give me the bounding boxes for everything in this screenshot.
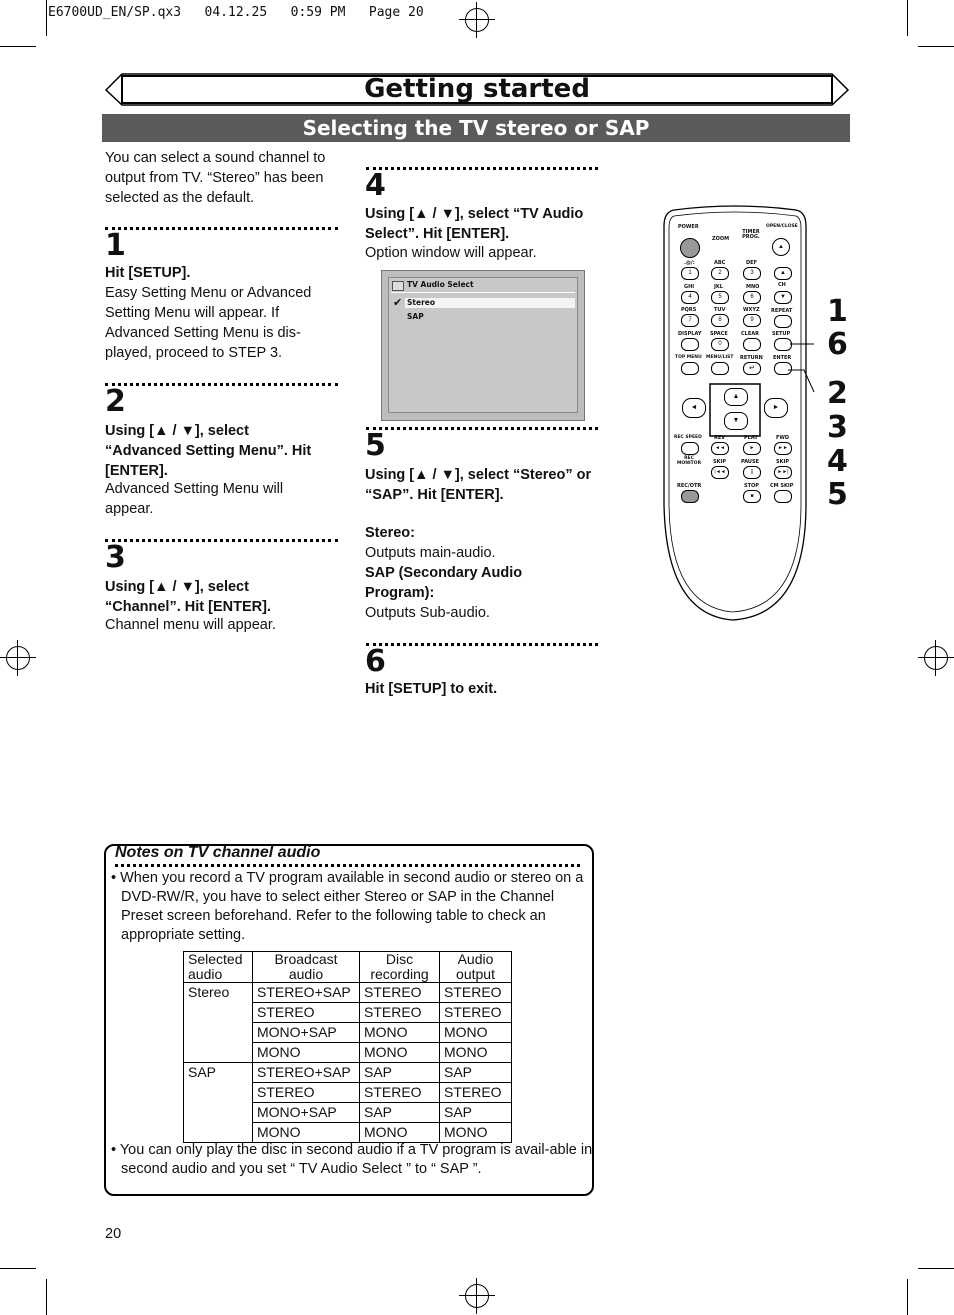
table-cell: MONO: [253, 1123, 360, 1143]
callout-step: 4: [827, 444, 848, 479]
display-button[interactable]: [681, 338, 699, 351]
table-cell: SAP: [440, 1103, 512, 1123]
column-header: Disc recording: [360, 952, 440, 983]
skip-label: SKIP: [776, 459, 790, 465]
stop-button[interactable]: ■: [743, 490, 761, 503]
notes-bullet: • You can only play the disc in second audio if a TV program is avail-able in second audio and you set “ TV Audio Select ” to “ SAP ”.: [111, 1142, 593, 1177]
callout-step: 2: [827, 376, 848, 411]
step-number: 4: [365, 168, 386, 203]
ch-down-button[interactable]: ▼: [774, 291, 792, 304]
key-label: JKL: [714, 284, 723, 290]
crop-mark: [0, 46, 36, 47]
key-label: ABC: [714, 260, 726, 266]
option-stereo[interactable]: Stereo: [407, 298, 436, 307]
repeat-button[interactable]: [774, 315, 792, 328]
key-9-button[interactable]: 9: [743, 314, 761, 327]
step-body: Advanced Setting Menu will appear.: [105, 481, 284, 517]
table-cell: MONO: [360, 1023, 440, 1043]
table-cell: STEREO: [360, 1083, 440, 1103]
page-title: Getting started: [364, 74, 590, 104]
step-number: 5: [365, 428, 386, 463]
nav-left-button[interactable]: ◄: [682, 398, 706, 418]
fwd-label: FWD: [776, 435, 790, 441]
section-title-banner: [104, 72, 850, 108]
table-cell: MONO: [360, 1123, 440, 1143]
step-number: 1: [105, 228, 126, 263]
step-heading: Hit [SETUP] to exit.: [365, 681, 498, 697]
power-button[interactable]: [680, 238, 700, 258]
key-label: WXYZ: [743, 307, 760, 313]
column-header: Selected audio: [184, 952, 253, 983]
registration-mark: [918, 640, 954, 676]
option-sap[interactable]: SAP: [407, 312, 424, 321]
menu-icon: [392, 281, 404, 291]
skip-forward-button[interactable]: ►►|: [774, 466, 792, 479]
display-label: DISPLAY: [678, 331, 702, 337]
menu-list-label: MENU/LIST: [706, 355, 734, 360]
check-icon: ✔: [393, 296, 403, 309]
skip-label: SKIP: [713, 459, 727, 465]
table-cell: STEREO: [360, 983, 440, 1003]
crop-mark: [46, 1279, 47, 1315]
key-label: GHI: [684, 284, 695, 290]
step-heading: Using [▲ / ▼], select “TV Audio Select”. Hit [ENTER].: [365, 206, 584, 242]
clear-label: CLEAR: [741, 331, 759, 337]
step-heading: Using [▲ / ▼], select “Stereo” or “SAP”. Hit [ENTER].: [365, 467, 592, 503]
step-number: 6: [365, 644, 386, 679]
table-cell: STEREO: [253, 1083, 360, 1103]
rev-label: REV: [714, 435, 726, 441]
step-number: 3: [105, 540, 126, 575]
key-8-button[interactable]: 8: [711, 314, 729, 327]
remote-control-illustration: [660, 204, 810, 624]
tv-audio-select-screen: [381, 270, 585, 421]
fwd-button[interactable]: ►►: [774, 442, 792, 455]
rec-otr-label: REC/OTR: [677, 483, 702, 489]
nav-down-button[interactable]: ▼: [724, 412, 748, 430]
notes-heading: Notes on TV channel audio: [115, 844, 321, 861]
page-number: 20: [105, 1226, 122, 1242]
group-cell: SAP: [184, 1063, 253, 1143]
intro-text: You can select a sound channel to output from TV. “Stereo” has been selected as the default.: [105, 150, 326, 206]
step-body: Easy Setting Menu or Advanced Setting Menu will appear. If Advanced Setting Menu is dis-played, proceed to STEP 3.: [105, 285, 312, 361]
rec-otr-button[interactable]: [681, 490, 699, 503]
screen-panel: [388, 277, 578, 413]
top-menu-label: TOP MENU: [675, 355, 702, 360]
crop-mark: [907, 0, 908, 36]
stop-label: STOP: [744, 483, 759, 489]
crop-mark: [918, 46, 954, 47]
callout-step: 5: [827, 477, 848, 512]
return-label: RETURN: [740, 355, 763, 361]
table-cell: STEREO: [253, 1003, 360, 1023]
key-7-button[interactable]: 7: [681, 314, 699, 327]
callout-step: 6: [827, 327, 848, 362]
table-cell: SAP: [360, 1063, 440, 1083]
setup-label: SETUP: [772, 331, 791, 337]
key-2-button[interactable]: 2: [711, 267, 729, 280]
key-label: PQRS: [681, 307, 697, 313]
registration-mark: [459, 1278, 495, 1314]
notes-divider: [115, 864, 580, 867]
step-divider: [366, 643, 598, 646]
crop-mark: [46, 0, 47, 36]
step-heading: Using [▲ / ▼], select “Advanced Setting Menu”. Hit [ENTER].: [105, 423, 312, 479]
table-cell: STEREO+SAP: [253, 983, 360, 1003]
notes-bullet: • When you record a TV program available in second audio or stereo on a DVD-RW/R, you have to select either Stereo or SAP in the Channel Preset screen beforehand. Refer to the following table to check an appropriate setting.: [111, 870, 584, 943]
screen-separator: [391, 292, 575, 293]
group-cell: Stereo: [184, 983, 253, 1063]
stereo-label: Stereo:: [365, 525, 415, 541]
key-4-button[interactable]: 4: [681, 291, 699, 304]
pause-label: PAUSE: [741, 459, 759, 465]
table-cell: MONO: [440, 1123, 512, 1143]
enter-label: ENTER: [773, 355, 792, 361]
ch-label: CH: [778, 282, 786, 288]
step-divider: [366, 167, 598, 170]
table-cell: STEREO: [440, 1003, 512, 1023]
rec-speed-label: REC SPEED: [674, 435, 702, 440]
callout-lines: [774, 336, 834, 396]
table-cell: MONO: [440, 1023, 512, 1043]
step-body: Option window will appear.: [365, 245, 537, 261]
rec-speed-button[interactable]: [681, 442, 699, 455]
return-button[interactable]: ↵: [743, 362, 761, 375]
table-cell: MONO+SAP: [253, 1023, 360, 1043]
nav-up-button[interactable]: ▲: [724, 388, 748, 406]
step-heading: Hit [SETUP].: [105, 265, 191, 281]
column-header: Broadcast audio: [253, 952, 360, 983]
space-label: SPACE: [710, 331, 728, 337]
key-6-button[interactable]: 6: [743, 291, 761, 304]
step-number: 2: [105, 384, 126, 419]
key-label: DEF: [746, 260, 757, 266]
key-label: TUV: [714, 307, 726, 313]
key-3-button[interactable]: 3: [743, 267, 761, 280]
crop-mark: [0, 1268, 36, 1269]
print-header: E6700UD_EN/SP.qx3 04.12.25 0:59 PM Page 20: [48, 5, 424, 20]
table-cell: STEREO: [440, 1083, 512, 1103]
table-cell: STEREO: [440, 983, 512, 1003]
column-header: Audio output: [440, 952, 512, 983]
ch-up-button[interactable]: ▲: [774, 267, 792, 280]
step-divider: [105, 383, 338, 386]
crop-mark: [918, 1268, 954, 1269]
key-label: .@/:: [684, 260, 695, 266]
cm-skip-label: CM SKIP: [770, 483, 794, 489]
table-cell: SAP: [440, 1063, 512, 1083]
play-label: PLAY: [744, 435, 758, 441]
repeat-label: REPEAT: [771, 308, 793, 314]
callout-step: 1: [827, 294, 848, 329]
stereo-desc: Outputs main-audio.: [365, 545, 496, 561]
nav-right-button[interactable]: ►: [764, 398, 788, 418]
step-body: Channel menu will appear.: [105, 617, 276, 633]
table-cell: MONO: [253, 1043, 360, 1063]
top-menu-button[interactable]: [681, 362, 699, 375]
rec-monitor-label: REC MONITOR: [676, 456, 702, 466]
table-row: [184, 983, 512, 1003]
sap-label: SAP (Secondary Audio Program):: [365, 565, 523, 601]
key-1-button[interactable]: 1: [681, 267, 699, 280]
key-label: MNO: [746, 284, 760, 290]
callout-step: 3: [827, 410, 848, 445]
rev-button[interactable]: ◄◄: [711, 442, 729, 455]
table-cell: MONO+SAP: [253, 1103, 360, 1123]
step-divider: [105, 539, 338, 542]
step-divider: [105, 227, 338, 230]
table-cell: MONO: [440, 1043, 512, 1063]
registration-mark: [0, 640, 36, 676]
table-cell: MONO: [360, 1043, 440, 1063]
clear-button[interactable]: [743, 338, 761, 351]
menu-list-button[interactable]: [711, 362, 729, 375]
play-button[interactable]: ►: [743, 442, 761, 455]
sap-desc: Outputs Sub-audio.: [365, 605, 490, 621]
zoom-label: ZOOM: [712, 236, 730, 242]
skip-back-button[interactable]: |◄◄: [711, 466, 729, 479]
table-cell: STEREO: [360, 1003, 440, 1023]
table-cell: STEREO+SAP: [253, 1063, 360, 1083]
step-divider: [366, 427, 598, 430]
cm-skip-button[interactable]: [774, 490, 792, 503]
table-row: [184, 1063, 512, 1083]
step-heading: Using [▲ / ▼], select “Channel”. Hit [ENTER].: [105, 579, 271, 615]
open-close-button[interactable]: ▲: [772, 238, 790, 256]
timer-prog-label: TIMER PROG.: [742, 229, 760, 240]
section-subtitle: Selecting the TV stereo or SAP: [102, 114, 850, 142]
crop-mark: [907, 1279, 908, 1315]
power-label: POWER: [678, 224, 699, 230]
open-close-label: OPEN/CLOSE: [766, 224, 798, 229]
table-cell: SAP: [360, 1103, 440, 1123]
key-5-button[interactable]: 5: [711, 291, 729, 304]
screen-title: TV Audio Select: [407, 280, 474, 289]
key-0-button[interactable]: 0: [711, 338, 729, 351]
pause-button[interactable]: ||: [743, 466, 761, 479]
registration-mark: [459, 2, 495, 38]
audio-settings-table: [183, 951, 512, 1143]
